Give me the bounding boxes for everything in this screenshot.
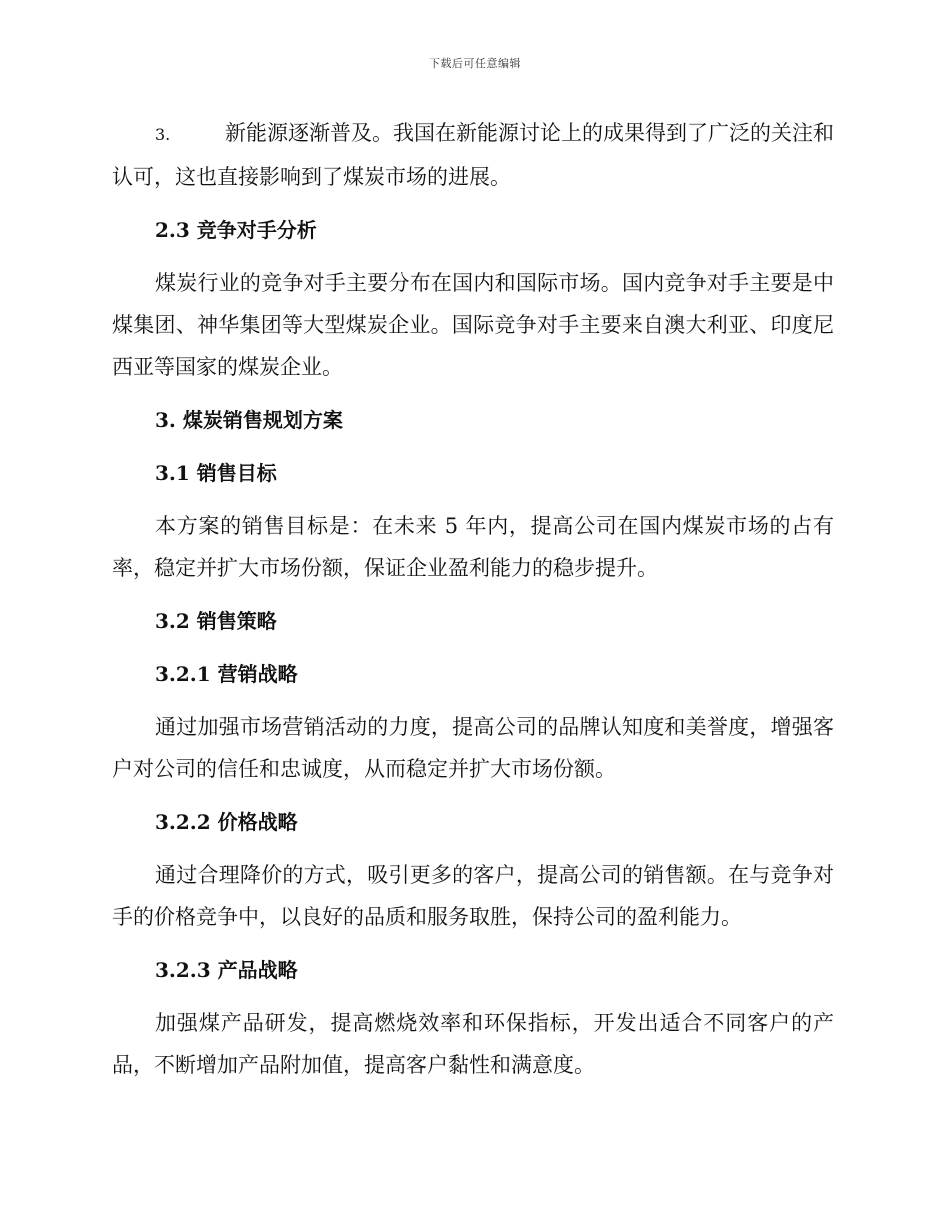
- list-item-text: 新能源逐渐普及。我国在新能源讨论上的成果得到了广泛的关注和认可，这也直接影响到了煤炭市场的进展。: [112, 121, 834, 189]
- paragraph-2-3: 煤炭行业的竞争对手主要分布在国内和国际市场。国内竞争对手主要是中煤集团、神华集团等大型煤炭企业。国际竞争对手主要来自澳大利亚、印度尼西亚等国家的煤炭企业。: [112, 271, 834, 379]
- heading-3-2-3: 3.2.3 产品战略: [155, 958, 298, 982]
- paragraph-3-2-1: 通过加强市场营销活动的力度，提高公司的品牌认知度和美誉度，增强客户对公司的信任和忠诚度，从而稳定并扩大市场份额。: [112, 715, 834, 781]
- heading-3: 3. 煤炭销售规划方案: [155, 408, 343, 432]
- heading-3-2-2: 3.2.2 价格战略: [155, 810, 298, 834]
- paragraph-3-2-3: 加强煤产品研发，提高燃烧效率和环保指标，开发出适合不同客户的产品，不断增加产品附加值，提高客户黏性和满意度。: [112, 1011, 834, 1077]
- heading-3-2: 3.2 销售策略: [155, 609, 277, 633]
- paragraph-3-1: 本方案的销售目标是：在未来 5 年内，提高公司在国内煤炭市场的占有率，稳定并扩大市场份额，保证企业盈利能力的稳步提升。: [112, 514, 834, 580]
- list-item-3: [112, 112, 834, 198]
- heading-3-1: 3.1 销售目标: [155, 461, 277, 485]
- heading-3-2-1: 3.2.1 营销战略: [155, 662, 298, 686]
- document-body: [112, 112, 834, 1097]
- page-header: 下载后可任意编辑: [429, 57, 521, 70]
- paragraph-3-2-2: 通过合理降价的方式，吸引更多的客户，提高公司的销售额。在与竞争对手的价格竞争中，以良好的品质和服务取胜，保持公司的盈利能力。: [112, 863, 834, 929]
- list-number: 3.: [155, 125, 171, 144]
- heading-2-3: 2.3 竞争对手分析: [155, 218, 317, 242]
